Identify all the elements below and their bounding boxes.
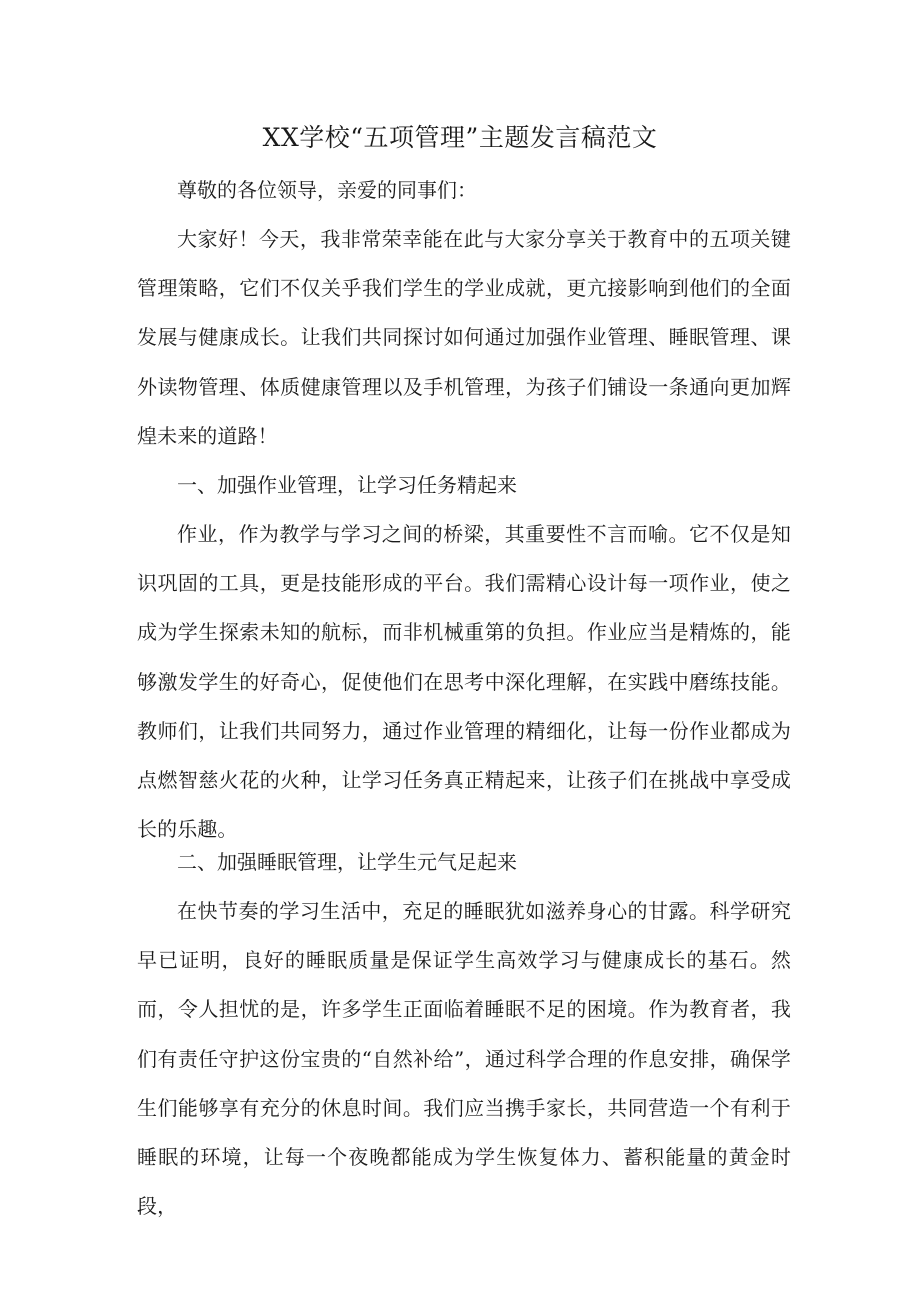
salutation: 尊敬的各位领导，亲爱的同事们： (177, 178, 477, 202)
section-2-heading: 二、加强睡眠管理，让学生元气足起来 (177, 850, 517, 874)
section-2-body: 在快节奏的学习生活中，充足的睡眠犹如滋养身心的甘露。科学研究早已证明，良好的睡眠质量是保证学生高效学习与健康成长的基石。然而，令人担忧的是，许多学生正面临着睡眠不足的困境。作为教育者，我们有责任守护这份宝贵的“自然补给”，通过科学合理的作息安排，确保学生们能够享有充分的休息时间。我们应当携手家长，共同营造一个有利于睡眠的环境，让每一个夜晚都能成为学生恢复体力、蓄积能量的黄金时段， (137, 899, 791, 1219)
intro-paragraph: 大家好！今天，我非常荣幸能在此与大家分享关于教育中的五项关键管理策略，它们不仅关乎我们学生的学业成就，更亢接影响到他们的全面发展与健康成长。让我们共同探讨如何通过加强作业管理、睡眠管理、课外读物管理、体质健康管理以及手机管理，为孩子们铺设一条通向更加辉煌未来的道路！ (137, 227, 791, 448)
section-1-body: 作业，作为教学与学习之间的桥梁，其重要性不言而喻。它不仅是知识巩固的工具，更是技能形成的平台。我们需精心设计每一项作业，使之成为学生探索未知的航标，而非机械重第的负担。作业应当是精炼的，能够激发学生的好奇心，促使他们在思考中深化理解，在实践中磨练技能。教师们，让我们共同努力，通过作业管理的精细化，让每一份作业都成为点燃智慈火花的火种，让学习任务真正精起来，让孩子们在挑战中享受成长的乐趣。 (137, 522, 791, 842)
section-1-heading: 一、加强作业管理，让学习任务精起来 (177, 473, 517, 497)
document-title: XX学校“五项管理”主题发言稿范文 (262, 123, 658, 152)
